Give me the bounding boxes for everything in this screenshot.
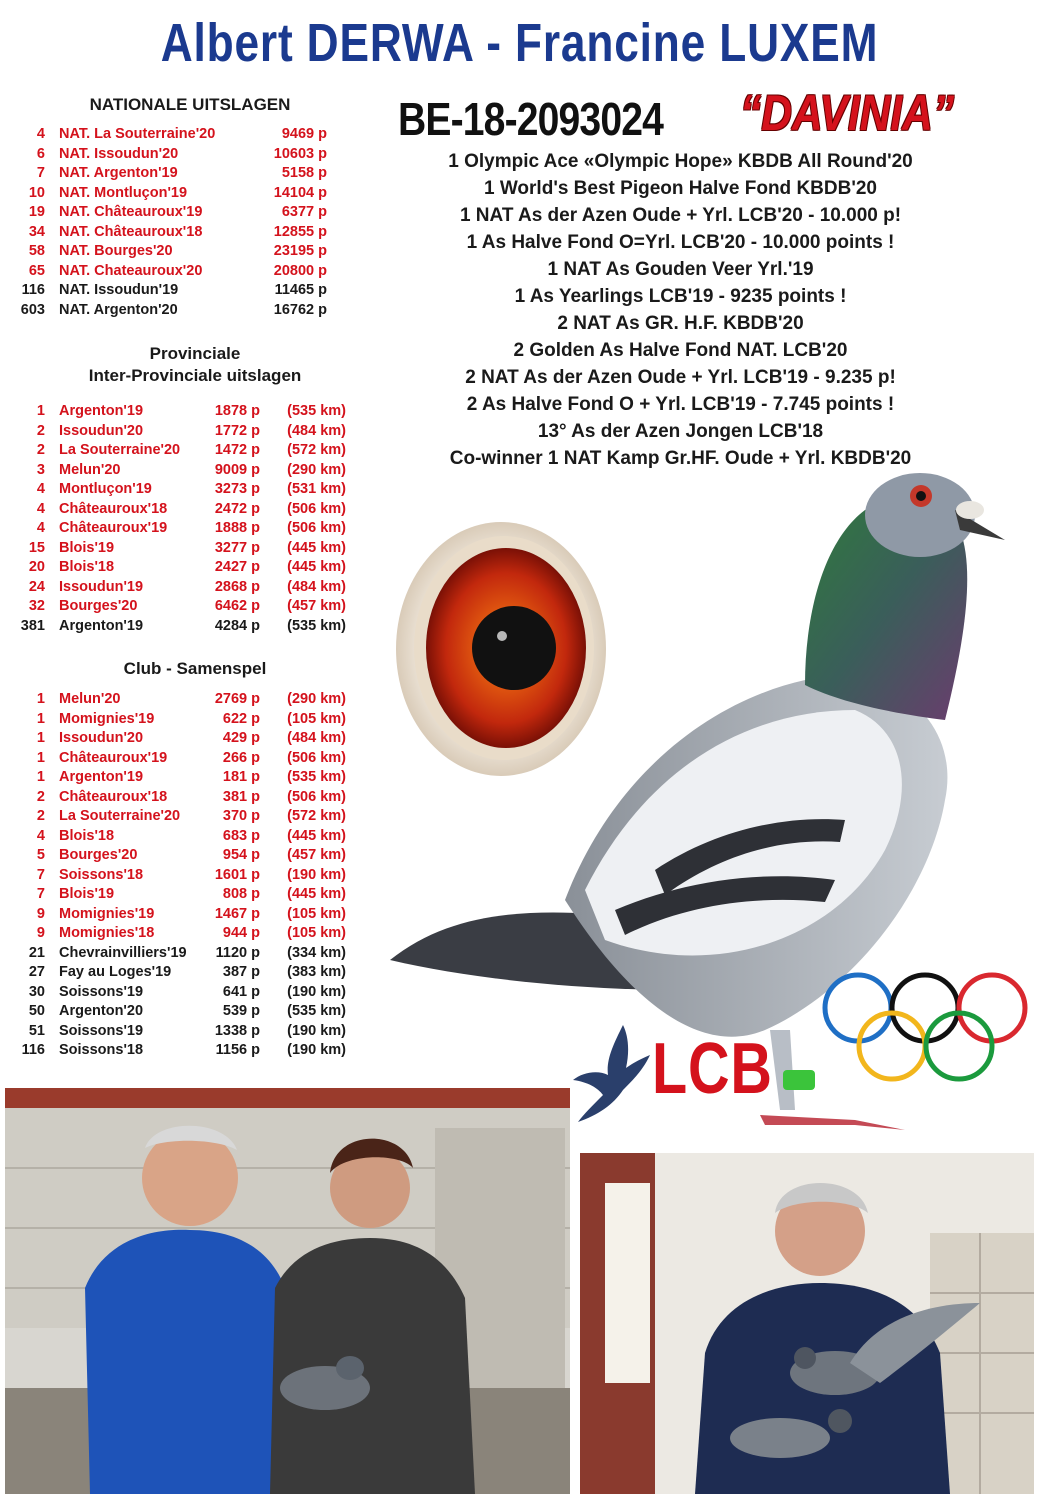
result-rank: 2 — [36, 808, 45, 824]
result-points: 381 p — [222, 788, 260, 805]
result-distance: (190 km) — [287, 866, 346, 883]
result-row — [14, 480, 364, 500]
result-row — [14, 749, 364, 769]
result-race: La Souterraine'20 — [59, 808, 181, 824]
result-rank: 7 — [36, 165, 45, 181]
result-race: Soissons'19 — [59, 1022, 144, 1039]
result-row — [14, 1002, 364, 1022]
result-rank: 1 — [36, 730, 45, 746]
result-row — [14, 807, 364, 827]
result-race: NAT. Argenton'20 — [59, 301, 178, 318]
page-title: Albert DERWA - Francine LUXEM — [160, 13, 879, 73]
result-rank: 20 — [28, 559, 45, 575]
result-points: 1772 p — [214, 422, 260, 439]
result-race: Issoudun'19 — [59, 578, 144, 595]
result-points: 3277 p — [214, 539, 260, 556]
result-distance: (506 km) — [287, 788, 346, 805]
result-points: 10603 p — [273, 145, 327, 162]
achievement-line: 13° As der Azen Jongen LCB'18 — [537, 421, 824, 442]
result-race: Argenton'20 — [59, 1003, 144, 1019]
provincial-results-heading — [20, 343, 370, 387]
result-row — [14, 262, 354, 282]
result-points: 944 p — [222, 925, 260, 941]
result-points: 266 p — [222, 749, 260, 766]
national-results-table — [14, 125, 354, 320]
result-row — [14, 885, 364, 905]
result-distance: (484 km) — [287, 730, 346, 746]
result-rank: 4 — [36, 481, 45, 497]
result-points: 1338 p — [214, 1022, 260, 1039]
club-results-heading: Club - Samenspel — [123, 659, 267, 678]
result-points: 370 p — [222, 808, 260, 824]
result-distance: (572 km) — [287, 442, 346, 458]
result-race: Momignies'18 — [59, 925, 155, 941]
result-row — [14, 402, 364, 422]
result-points: 181 p — [222, 769, 260, 785]
result-points: 1472 p — [214, 442, 260, 458]
result-rank: 1 — [36, 749, 45, 766]
result-race: NAT. Argenton'19 — [59, 165, 178, 181]
result-rank: 116 — [21, 282, 45, 298]
result-race: Argenton'19 — [59, 769, 144, 785]
result-row — [14, 145, 354, 165]
result-race: Fay au Loges'19 — [59, 964, 172, 980]
result-rank: 381 — [20, 617, 45, 634]
result-points: 14104 p — [273, 184, 327, 201]
result-race: Blois'19 — [59, 539, 115, 556]
result-rank: 4 — [36, 827, 45, 844]
result-distance: (506 km) — [287, 520, 346, 536]
result-distance: (190 km) — [287, 1022, 346, 1039]
result-rank: 19 — [28, 204, 45, 220]
fancier-with-pigeons-photo — [580, 1153, 1034, 1494]
result-race: Momignies'19 — [59, 710, 155, 727]
result-rank: 51 — [28, 1022, 45, 1039]
result-distance: (445 km) — [287, 539, 346, 556]
result-points: 387 p — [222, 964, 260, 980]
result-points: 954 p — [222, 847, 260, 863]
result-points: 1601 p — [214, 866, 260, 883]
result-row — [14, 1022, 364, 1042]
result-race: Blois'19 — [59, 886, 115, 902]
result-race: Soissons'19 — [59, 983, 144, 1000]
result-distance: (484 km) — [287, 422, 346, 439]
achievement-line: 1 As Halve Fond O=Yrl. LCB'20 - 10.000 points ! — [466, 232, 895, 253]
result-rank: 10 — [28, 184, 45, 201]
result-row — [14, 184, 354, 204]
result-rank: 34 — [28, 223, 45, 240]
result-distance: (445 km) — [287, 886, 346, 902]
achievement-line: Co-winner 1 NAT Kamp Gr.HF. Oude + Yrl. KBDB'20 — [449, 448, 912, 469]
result-row — [14, 281, 354, 301]
result-points: 1120 p — [215, 944, 260, 961]
result-points: 12855 p — [273, 223, 327, 240]
result-rank: 4 — [36, 126, 45, 142]
result-rank: 1 — [36, 769, 45, 785]
result-rank: 603 — [20, 301, 45, 318]
achievement-line: 2 As Halve Fond O + Yrl. LCB'19 - 7.745 points ! — [466, 394, 895, 415]
result-race: Momignies'19 — [59, 905, 155, 922]
achievement-line: 2 NAT As GR. H.F. KBDB'20 — [557, 313, 804, 334]
result-distance: (105 km) — [287, 925, 346, 941]
result-row — [14, 441, 364, 461]
result-rank: 15 — [28, 539, 45, 556]
result-distance: (531 km) — [287, 481, 346, 497]
result-row — [14, 617, 364, 637]
result-row — [14, 924, 364, 944]
result-race: La Souterraine'20 — [59, 442, 181, 458]
result-row — [14, 597, 364, 617]
result-rank: 116 — [21, 1042, 45, 1058]
result-points: 539 p — [222, 1003, 260, 1019]
result-distance: (190 km) — [287, 983, 346, 1000]
result-rank: 32 — [28, 598, 45, 614]
result-distance: (535 km) — [287, 1003, 346, 1019]
result-row — [14, 539, 364, 559]
result-rank: 21 — [28, 944, 45, 961]
result-rank: 1 — [36, 691, 45, 707]
result-row — [14, 422, 364, 442]
result-rank: 7 — [36, 886, 45, 902]
result-points: 11465 p — [274, 282, 327, 298]
result-rank: 9 — [36, 905, 45, 922]
achievement-line: 2 NAT As der Azen Oude + Yrl. LCB'19 - 9.235 p! — [465, 367, 896, 388]
result-rank: 3 — [36, 461, 45, 478]
result-row — [14, 301, 354, 321]
result-points: 9469 p — [281, 126, 327, 142]
result-distance: (383 km) — [287, 964, 346, 980]
provincial-heading-line2: Inter-Provinciale uitslagen — [88, 366, 302, 385]
result-points: 622 p — [222, 710, 260, 727]
result-race: Soissons'18 — [59, 866, 144, 883]
achievement-line: 1 As Yearlings LCB'19 - 9235 points ! — [514, 286, 847, 307]
result-race: Issoudun'20 — [59, 422, 144, 439]
result-row — [14, 242, 354, 262]
result-row — [14, 1041, 364, 1061]
result-points: 1888 p — [214, 520, 260, 536]
result-points: 23195 p — [273, 243, 327, 259]
achievement-line: 1 World's Best Pigeon Halve Fond KBDB'20 — [484, 178, 877, 199]
result-race: NAT. Châteauroux'19 — [59, 204, 203, 220]
result-points: 429 p — [222, 730, 260, 746]
result-distance: (334 km) — [287, 944, 346, 961]
result-rank: 50 — [28, 1003, 45, 1019]
result-race: NAT. Montluçon'19 — [59, 184, 188, 201]
result-points: 1156 p — [215, 1042, 260, 1058]
result-race: Bourges'20 — [59, 847, 138, 863]
result-distance: (535 km) — [287, 769, 346, 785]
result-row — [14, 905, 364, 925]
result-distance: (484 km) — [287, 578, 346, 595]
result-race: Blois'18 — [59, 827, 115, 844]
result-rank: 6 — [36, 145, 45, 162]
result-row — [14, 164, 354, 184]
result-points: 2427 p — [214, 559, 260, 575]
result-rank: 4 — [36, 500, 45, 517]
lcb-logo-text: LCB — [652, 1029, 773, 1109]
result-race: Bourges'20 — [59, 598, 138, 614]
result-row — [14, 578, 364, 598]
result-rank: 24 — [28, 578, 45, 595]
pigeon-name: “DAVINIA” — [740, 85, 955, 141]
result-distance: (535 km) — [287, 403, 346, 419]
result-race: Issoudun'20 — [59, 730, 144, 746]
result-row — [14, 203, 354, 223]
result-rank: 9 — [36, 925, 45, 941]
achievement-line: 1 NAT As Gouden Veer Yrl.'19 — [547, 259, 814, 280]
achievement-line: 1 Olympic Ace «Olympic Hope» KBDB All Round'20 — [448, 151, 913, 172]
result-race: Châteauroux'19 — [59, 520, 168, 536]
result-distance: (445 km) — [287, 559, 346, 575]
result-race: Melun'20 — [59, 691, 121, 707]
result-race: NAT. Issoudun'20 — [59, 145, 179, 162]
result-distance: (190 km) — [287, 1042, 346, 1058]
result-race: Argenton'19 — [59, 403, 144, 419]
result-points: 3273 p — [214, 481, 260, 497]
result-row — [14, 710, 364, 730]
result-row — [14, 944, 364, 964]
result-points: 6462 p — [214, 598, 260, 614]
lcb-dove-icon — [568, 1020, 653, 1125]
result-points: 16762 p — [273, 301, 327, 318]
result-race: Argenton'19 — [59, 617, 144, 634]
result-points: 2769 p — [214, 691, 260, 707]
result-row — [14, 223, 354, 243]
result-distance: (105 km) — [287, 905, 346, 922]
result-row — [14, 519, 364, 539]
result-row — [14, 788, 364, 808]
result-points: 1878 p — [214, 403, 260, 419]
result-row — [14, 125, 354, 145]
result-race: Chevrainvilliers'19 — [59, 944, 187, 961]
result-row — [14, 827, 364, 847]
result-race: NAT. Bourges'20 — [59, 243, 173, 259]
national-results-heading: NATIONALE UITSLAGEN — [89, 95, 291, 114]
result-points: 1467 p — [214, 905, 260, 922]
result-rank: 58 — [28, 243, 45, 259]
owners-photo — [5, 1088, 570, 1494]
result-race: Blois'18 — [59, 559, 115, 575]
club-results-table — [14, 690, 364, 1061]
result-rank: 30 — [28, 983, 45, 1000]
result-race: NAT. Châteauroux'18 — [59, 223, 203, 240]
result-row — [14, 846, 364, 866]
result-distance: (445 km) — [287, 827, 346, 844]
result-points: 4284 p — [214, 617, 260, 634]
result-row — [14, 558, 364, 578]
result-distance: (457 km) — [287, 847, 346, 863]
result-distance: (506 km) — [287, 749, 346, 766]
result-row — [14, 768, 364, 788]
result-distance: (290 km) — [287, 691, 346, 707]
olympic-rings-icon — [820, 968, 1030, 1088]
result-rank: 1 — [36, 403, 45, 419]
result-race: Châteauroux'19 — [59, 749, 168, 766]
result-row — [14, 729, 364, 749]
result-rank: 27 — [28, 964, 45, 980]
result-points: 808 p — [222, 886, 260, 902]
result-race: NAT. Chateauroux'20 — [59, 262, 203, 279]
provincial-heading-line1: Provinciale — [149, 344, 241, 363]
result-distance: (457 km) — [287, 598, 346, 614]
result-race: NAT. La Souterraine'20 — [59, 126, 216, 142]
result-rank: 5 — [36, 847, 45, 863]
result-row — [14, 461, 364, 481]
result-row — [14, 963, 364, 983]
result-rank: 2 — [36, 788, 45, 805]
result-race: Montluçon'19 — [59, 481, 152, 497]
result-rank: 1 — [36, 710, 45, 727]
result-points: 20800 p — [273, 262, 327, 279]
result-row — [14, 690, 364, 710]
result-rank: 4 — [36, 520, 45, 536]
achievements-list — [378, 148, 983, 472]
result-race: NAT. Issoudun'19 — [59, 282, 179, 298]
result-row — [14, 500, 364, 520]
result-rank: 7 — [36, 866, 45, 883]
result-row — [14, 983, 364, 1003]
result-race: Châteauroux'18 — [59, 500, 168, 517]
provincial-results-table — [14, 402, 364, 636]
result-points: 9009 p — [214, 461, 260, 478]
result-rank: 65 — [28, 262, 45, 279]
result-distance: (572 km) — [287, 808, 346, 824]
result-points: 5158 p — [281, 165, 327, 181]
achievement-line: 2 Golden As Halve Fond NAT. LCB'20 — [513, 340, 848, 361]
result-points: 683 p — [222, 827, 260, 844]
result-distance: (535 km) — [287, 617, 346, 634]
result-points: 6377 p — [281, 204, 327, 220]
result-rank: 2 — [36, 442, 45, 458]
result-points: 2472 p — [214, 500, 260, 517]
result-rank: 2 — [36, 422, 45, 439]
achievement-line: 1 NAT As der Azen Oude + Yrl. LCB'20 - 10.000 p! — [459, 205, 902, 226]
result-distance: (290 km) — [287, 461, 346, 478]
result-race: Châteauroux'18 — [59, 788, 168, 805]
ring-number: BE-18-2093024 — [398, 93, 664, 145]
result-row — [14, 866, 364, 886]
result-distance: (506 km) — [287, 500, 346, 517]
result-race: Melun'20 — [59, 461, 121, 478]
result-points: 641 p — [222, 983, 260, 1000]
result-points: 2868 p — [214, 578, 260, 595]
result-distance: (105 km) — [287, 710, 346, 727]
result-race: Soissons'18 — [59, 1042, 144, 1058]
